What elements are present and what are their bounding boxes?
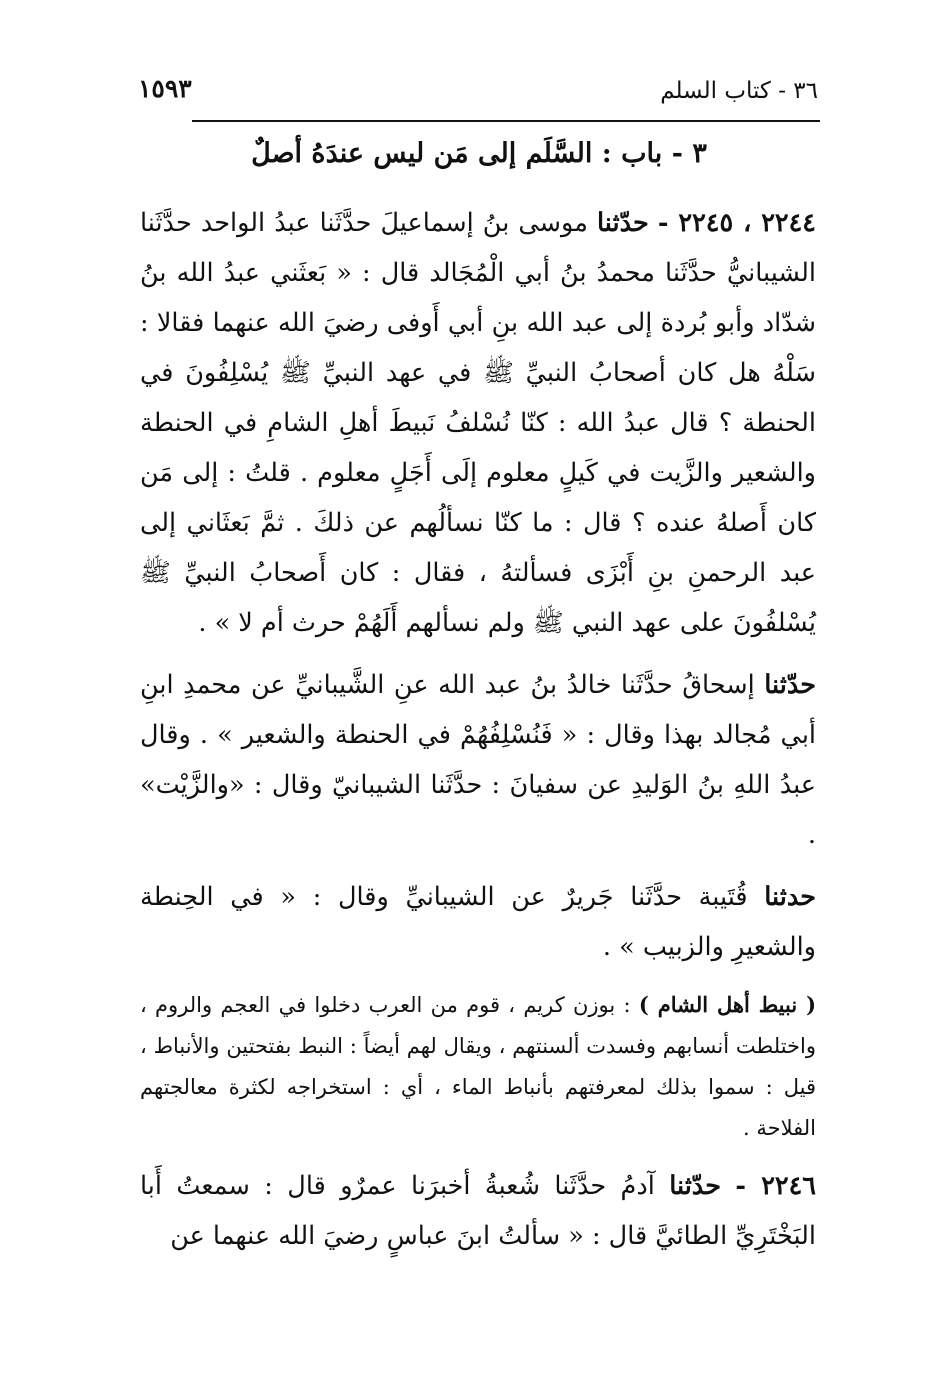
hadith-text: موسى بنُ إسماعيلَ حدَّثَنا عبدُ الواحد حدَّثَنا الشيبانيُّ حدَّثَنا محمدُ بنُ أبي الْمُجَالد قال : « بَعثَني عبدُ الله بنُ شدّاد وأبو بُردة إلى عبد الله بنِ أبي أَوفى رضيَ الله عنهما فقالا : سَلْهُ هل كان أصحابُ النبيِّ ﷺ في عهد النبيِّ ﷺ يُسْلِفُونَ في الحنطة ؟ قال عبدُ الله : كنّا نُسْلفُ نَبيطَ أهلِ الشامِ في الحنطة والشعير والزَّيت في كَيلٍ معلوم إلَى أَجَلٍ معلوم . قلتُ : إلى مَن كان أَصلهُ عنده ؟ قال : ما كنّا نسألُهم عن ذلكَ . ثمَّ بَعثَاني إلى عبد الرحمنِ بنِ أَبْزَى فسألتهُ ، فقال : كان أَصحابُ النبيِّ ﷺ يُسْلفُونَ على عهد النبي ﷺ ولم نسألهم أَلَهُمْ حرث أم لا » .: [140, 208, 816, 638]
paragraph-gap: [140, 648, 816, 660]
chain-of-narration-2: [140, 660, 816, 860]
explanation-text: : بوزن كريم ، قوم من العرب دخلوا في العجم والروم ، واختلطت أنسابهم وفسدت ألسنتهم ، ويقال لهم أيضاً : النبط بفتحتين والأنباط ، قيل : سموا بذلك لمعرفتهم بأنباط الماء ، أي : استخراجه لكثرة معالجتهم الفلاحة .: [140, 993, 816, 1140]
narration-lead: حدثنا: [764, 882, 816, 912]
running-header-chapter: ٣٦ - كتاب السلم: [660, 78, 818, 104]
paragraph-gap: [140, 860, 816, 872]
chain-text: إسحاقُ حدَّثَنا خالدُ بنُ عبد الله عنِ الشَّيبانيِّ عن محمدِ ابنِ أبي مُجالد بهذا وقال : « فَنُسْلِفُهُمْ في الحنطة والشعير » . وقال عبدُ اللهِ بنُ الوَليدِ عن سفيانَ : حدَّثَنا الشيبانيّ وقال : «والزَّيْت» .: [140, 670, 816, 850]
paragraph-gap: [140, 972, 816, 984]
chain-of-narration-3: [140, 872, 816, 972]
word-explanation: [140, 984, 816, 1149]
chain-text: قُتَيبة حدَّثَنا جَريرٌ عن الشيبانيِّ وقال : « في الحِنطة والشعيرِ والزبيب » .: [140, 882, 816, 962]
chapter-heading: ٣ - باب : السَّلَم إلى مَن ليس عندَهُ أصلٌ: [251, 138, 707, 169]
hadith-number: ٢٢٤٤ ، ٢٢٤٥ -: [657, 208, 816, 238]
hadith-number: ٢٢٤٦ -: [735, 1171, 817, 1201]
explained-term: ( نبيط أهل الشام ): [638, 992, 817, 1017]
page-number: ١٥٩٣: [138, 74, 192, 103]
narration-lead: حدّثنا: [764, 670, 816, 700]
hadith-text: آدمُ حدَّثَنا شُعبةُ أخبرَنا عمرٌو قال : سمعتُ أَبا البَخْتَرِيِّ الطائيَّ قال : « سألتُ ابنَ عباسٍ رضيَ الله عنهما عن: [140, 1171, 816, 1251]
paragraph-gap: [140, 1149, 816, 1161]
header-divider: [192, 120, 820, 122]
hadith-2244-2245: [140, 198, 816, 648]
narration-lead: حدّثنا: [669, 1171, 721, 1201]
page-body: [140, 198, 816, 1261]
narration-lead: حدّثنا: [597, 208, 649, 238]
hadith-2246: [140, 1161, 816, 1261]
